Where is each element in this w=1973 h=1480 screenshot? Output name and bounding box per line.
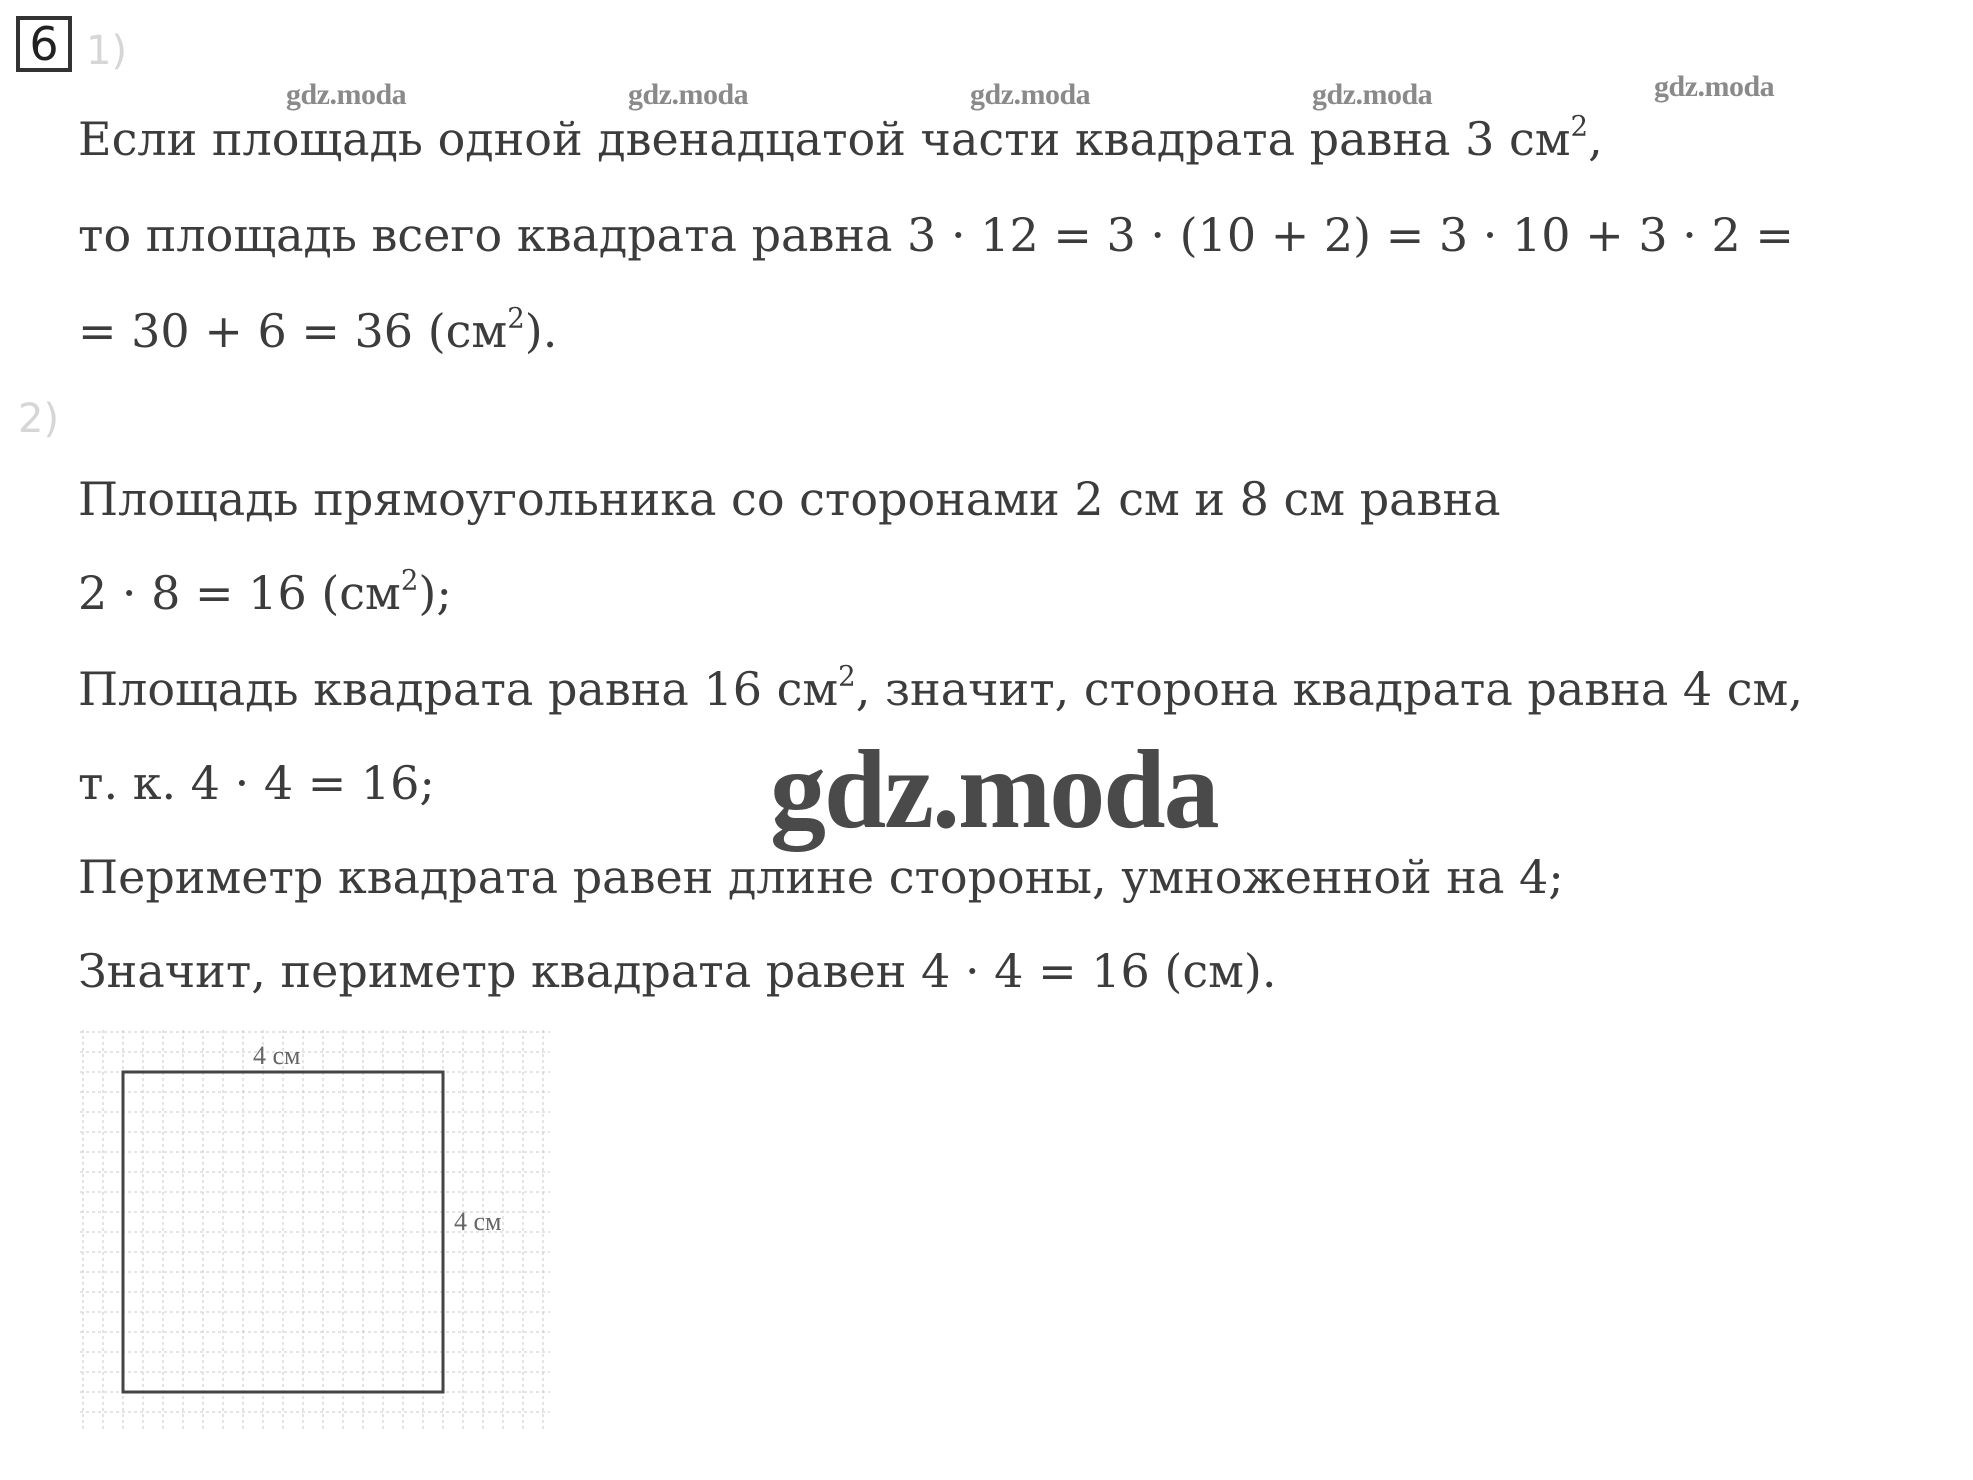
part1-line1	[78, 109, 1603, 166]
top-side-label: 4 см	[253, 1041, 301, 1070]
part1-line1-sup: 2	[1570, 109, 1589, 143]
task-number: 6	[16, 16, 72, 72]
watermark-large: gdz.moda	[770, 728, 1218, 852]
watermark-3: gdz.moda	[970, 78, 1091, 111]
part1-line3-sup: 2	[507, 301, 525, 335]
part2-line5: Периметр квадрата равен длине стороны, умноженной на 4;	[78, 850, 1564, 904]
watermark-4: gdz.moda	[1312, 78, 1433, 111]
part1-line1-text: Если площадь одной двенадцатой части квадрата равна 3 см	[78, 112, 1571, 166]
part2-line3-text: Площадь квадрата равна 16 см	[78, 662, 839, 716]
part2-line2-text: 2 · 8 = 16 (см	[78, 566, 401, 620]
part2-line2	[78, 563, 452, 620]
part1-line3	[78, 301, 558, 358]
part2-line4: т. к. 4 · 4 = 16;	[78, 756, 435, 810]
part2-line3-end: , значит, сторона квадрата равна 4 см,	[855, 662, 1803, 716]
part-1-label: 1)	[86, 28, 128, 74]
part-2-label: 2)	[18, 396, 60, 442]
square-figure	[80, 1030, 560, 1440]
part1-line3-text: = 30 + 6 = 36 (см	[78, 304, 508, 358]
right-side-label: 4 см	[454, 1207, 502, 1236]
part1-line2: то площадь всего квадрата равна 3 · 12 = 3 · (10 + 2) = 3 · 10 + 3 · 2 =	[78, 208, 1794, 262]
part2-line6: Значит, периметр квадрата равен 4 · 4 = 16 (см).	[78, 944, 1277, 998]
part2-line1: Площадь прямоугольника со сторонами 2 см и 8 см равна	[78, 472, 1501, 526]
part2-line3	[78, 659, 1803, 716]
watermark-1: gdz.moda	[286, 78, 407, 111]
watermark-2: gdz.moda	[628, 78, 749, 111]
part1-line3-end: ).	[524, 304, 558, 358]
part2-line3-sup: 2	[838, 659, 856, 693]
part2-line2-sup: 2	[400, 563, 419, 597]
watermark-5: gdz.moda	[1654, 70, 1775, 103]
part1-line1-end: ,	[1588, 112, 1603, 166]
part2-line2-end: );	[418, 566, 452, 620]
